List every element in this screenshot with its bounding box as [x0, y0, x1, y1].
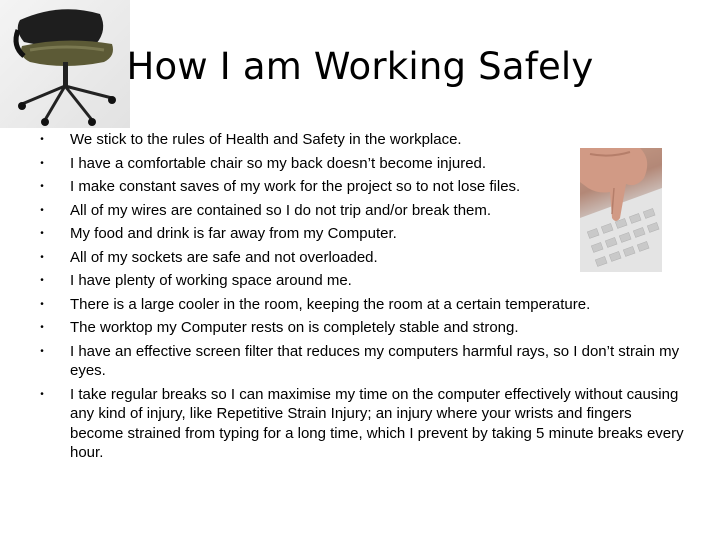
bullet-dot: •	[40, 322, 44, 333]
list-item	[38, 342, 688, 381]
list-item	[38, 224, 688, 244]
bullet-dot: •	[40, 204, 44, 216]
bullet-text: The worktop my Computer rests on is completely stable and strong.	[70, 319, 519, 336]
bullet-dot: •	[40, 181, 44, 192]
list-item	[38, 130, 688, 150]
bullet-dot: •	[40, 251, 44, 263]
bullet-dot: •	[40, 134, 44, 145]
bullet-text: We stick to the rules of Health and Safety in the workplace.	[70, 131, 462, 148]
bullet-dot: •	[40, 345, 44, 357]
list-item	[38, 318, 688, 338]
bullet-text: My food and drink is far away from my Computer.	[70, 225, 397, 242]
list-item	[38, 385, 688, 463]
bullet-text: All of my wires are contained so I do not trip and/or break them.	[70, 201, 492, 219]
bullet-dot: •	[40, 298, 44, 310]
bullet-text: There is a large cooler in the room, keeping the room at a certain temperature.	[70, 295, 591, 313]
bullet-dot: •	[40, 157, 44, 169]
office-chair-image	[0, 0, 130, 128]
bullet-dot: •	[40, 228, 44, 239]
bullet-text: I have plenty of working space around me.	[70, 272, 352, 289]
list-item	[38, 248, 688, 268]
bullet-text: I take regular breaks so I can maximise my time on the computer effectively without causing any kind of injury, like Repetitive Strain Injury; an injury where your wrists and fingers become strained from typing for a long time, which I prevent by taking 5 minute breaks every hour.	[70, 385, 684, 461]
list-item	[38, 154, 688, 174]
bullet-dot: •	[40, 275, 44, 286]
bullet-list	[38, 130, 688, 467]
bullet-dot: •	[40, 388, 44, 400]
list-item	[38, 271, 688, 291]
bullet-text: I have an effective screen filter that reduces my computers harmful rays, so I don’t strain my eyes.	[70, 342, 680, 379]
list-item	[38, 177, 688, 197]
bullet-text: I make constant saves of my work for the project so to not lose files.	[70, 178, 521, 195]
slide-title: How I am Working Safely	[126, 45, 594, 88]
bullet-text: I have a comfortable chair so my back doesn’t become injured.	[70, 154, 487, 172]
list-item	[38, 295, 688, 315]
list-item	[38, 201, 688, 221]
bullet-text: All of my sockets are safe and not overloaded.	[70, 248, 378, 266]
